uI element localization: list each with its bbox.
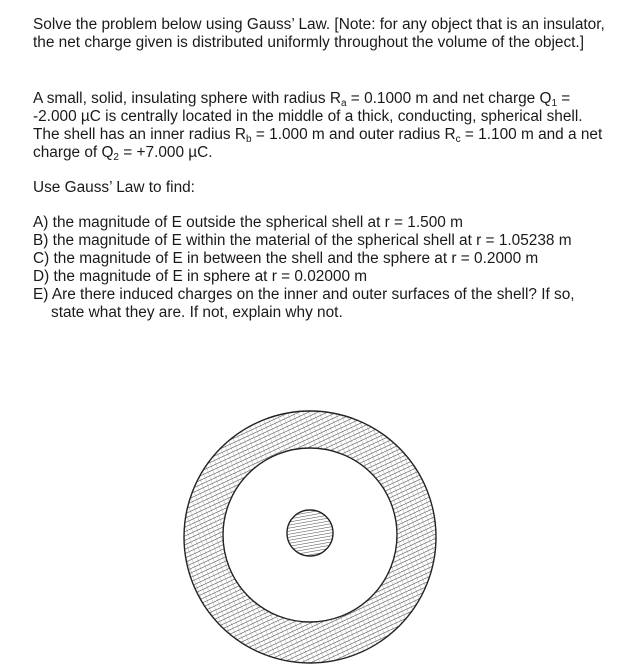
sphere-shell-drawing [180, 410, 440, 664]
problem-text-1: A small, solid, insulating sphere with radius R [33, 90, 341, 107]
instruction: Use Gauss’ Law to find: [33, 179, 195, 196]
problem-note: Solve the problem below using Gauss’ Law. [Note: for any object that is an insulator, the net charge given is distributed uniformly throughout the volume of the object.] [33, 16, 605, 51]
subscript-a: a [340, 98, 347, 109]
problem-sheet [33, 16, 613, 337]
question-item-c [33, 250, 613, 268]
problem-text-6: = +7.000 µC. [118, 144, 213, 161]
problem-text-3: = -2.000 µC is centrally located in the middle of a thick, conducting, spherical shell. The shell has an inner radius R [33, 90, 583, 143]
subscript-b: b [246, 134, 252, 145]
insulating-sphere [287, 510, 333, 556]
problem-text-2: = 0.1000 m and net charge Q [346, 90, 552, 107]
subscript-1: 1 [551, 98, 558, 109]
problem-text-4: = 1.000 m and outer radius R [251, 126, 456, 143]
sphere-shell-diagram [180, 410, 440, 664]
question-label: E) [33, 286, 49, 303]
question-text: Are there induced charges on the inner and outer surfaces of the shell? If so, [51, 286, 575, 303]
problem-text-5: = 1.100 m and a net charge of Q [33, 126, 603, 161]
question-text: the magnitude of E within the material of the spherical shell at r = 1.05238 m [52, 232, 572, 249]
question-label: B) [33, 232, 49, 249]
question-text-continued: state what they are. If not, explain why not. [51, 304, 343, 321]
subscript-c: c [455, 134, 461, 145]
question-text: the magnitude of E in between the shell and the sphere at r = 0.2000 m [53, 250, 539, 267]
problem-statement [33, 90, 613, 162]
question-item-a [33, 214, 613, 232]
question-label: D) [33, 268, 50, 285]
subscript-2: 2 [113, 152, 119, 163]
question-text: the magnitude of E outside the spherical shell at r = 1.500 m [52, 214, 463, 231]
question-label: C) [33, 250, 50, 267]
question-item-b [33, 232, 613, 250]
question-text: the magnitude of E in sphere at r = 0.02000 m [53, 268, 368, 285]
question-list [33, 214, 613, 322]
question-item-d [33, 268, 613, 286]
question-item-e [33, 286, 613, 322]
question-label: A) [33, 214, 49, 231]
